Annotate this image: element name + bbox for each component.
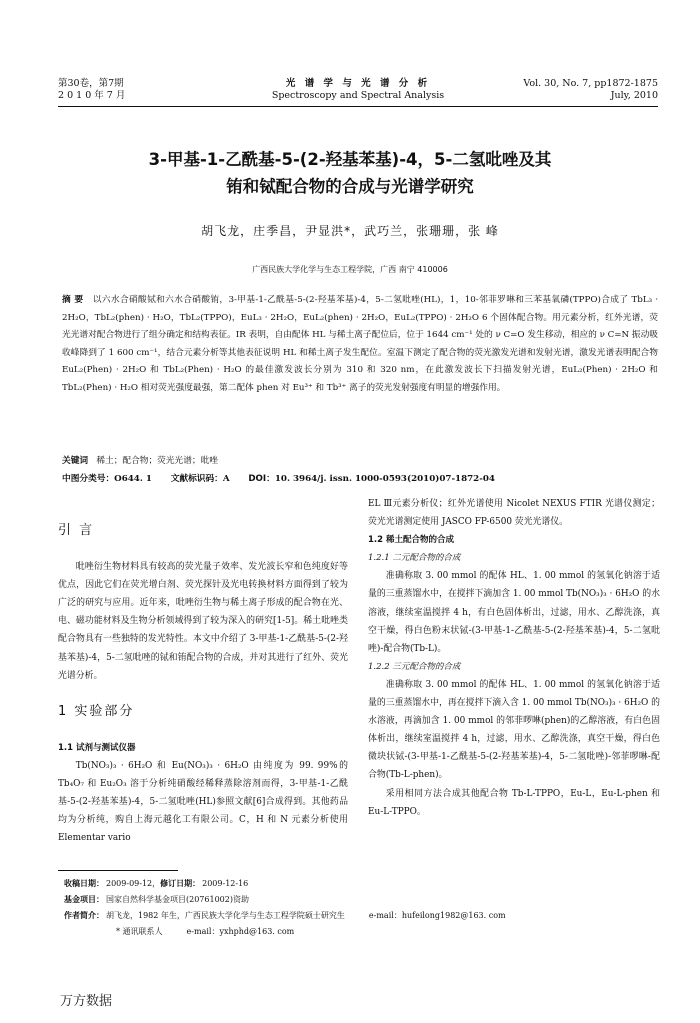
header-rule [58,106,658,107]
journal-title-cn: 光 谱 学 与 光 谱 分 析 [285,78,431,89]
section-1-2-2-paragraph-2: 采用相同方法合成其他配合物 Tb-L-TPPO，Eu-L，Eu-L-phen 和 Eu-L-TPPO。 [368,788,660,817]
left-column [58,513,348,847]
doi-value: 10. 3964/j. issn. 1000-0593(2010)07-1872-04 [274,474,495,484]
volume-cn: 第30卷，第7期 [58,78,124,89]
issue-info [523,78,658,102]
date-en: July, 2010 [610,90,658,101]
footnotes [64,876,660,940]
experimental-heading: 1 实验部分 [58,703,135,719]
section-1-1-paragraph: Tb(NO₃)₃ · 6H₂O 和 Eu(NO₃)₃ · 6H₂O 由纯度为 99. 99%的 Tb₄O₇ 和 Eu₂O₃ 溶于分析纯硝酸经稀释蒸除溶剂而得，3-甲基-1-乙酰基-5-(2-羟基苯基)-4，5-二氢吡唑(HL)参照文献[6]合成得到。其他药品均为分析纯，购自上海元越化工有限公司。C，H 和 N 元素分析使用 Elementar vario [58,760,348,844]
intro-paragraph: 吡唑衍生物材料具有较高的荧光量子效率、发光波长窄和色纯度好等优点，因此它们在荧光增白剂、荧光探针及光电转换材料方面得到了较为广泛的研究与应用。近年来，吡唑衍生物与稀土离子形成的配合物在光、电、磁功能材料及生物分析领域得到了较为深入的研究[1-5]。稀土吡唑类配合物具有一些独特的发光特性。本文中介绍了 3-甲基-1-乙酰基-5-(2-羟基苯基)-4，5-二氢吡唑的铽和铕配合物的合成，并对其进行了红外、荧光光谱分析。 [58,562,348,681]
revised-date: 2009-12-16 [202,879,249,888]
instrument-paragraph: EL Ⅲ元素分析仪；红外光谱使用 Nicolet NEXUS FTIR 光谱仪测定；荧光光谱测定使用 JASCO FP-6500 荧光光谱仪。 [368,499,660,528]
corresponding-label: * 通讯联系人 [116,927,163,936]
journal-title-en: Spectroscopy and Spectral Analysis [271,90,445,101]
clc-number [62,474,152,484]
section-1-2-2-heading: 1.2.2 三元配合物的合成 [368,661,461,672]
keywords-text: 稀土；配合物；荧光光谱；吡唑 [96,456,218,466]
bio-email: e-mail：hufeilong1982@163. com [368,911,506,920]
author-list: 胡飞龙，庄季昌，尹显洪*，武巧兰，张珊珊，张 峰 [201,224,499,238]
section-1-2-heading: 1.2 稀土配合物的合成 [368,535,455,546]
watermark: 万方数据 [60,994,113,1009]
section-1-1-heading: 1.1 试剂与测试仪器 [58,742,136,753]
doi [248,474,495,484]
doc-code-value: A [222,474,230,484]
fund-text: 国家自然科学基金项目(20761002)资助 [106,895,249,904]
abstract [62,292,658,397]
bio-label: 作者简介： [64,911,104,920]
right-column [368,495,660,821]
classification-line [62,470,658,488]
doi-label: DOI： [248,474,275,484]
paper-title [90,146,610,200]
doc-code-label: 文献标识码： [170,474,223,484]
running-header [58,78,658,104]
date-cn: 2 0 1 0 年 7 月 [58,90,126,101]
footnote-fund [64,892,660,908]
clc-value: O644. 1 [114,474,152,484]
intro-heading: 引 言 [58,523,95,538]
keywords-label: 关键词 [62,456,89,466]
document-code [171,474,230,484]
section-1-2-2-paragraph: 准确称取 3. 00 mmol 的配体 HL、1. 00 mmol 的氢氧化钠溶于适量的三重蒸馏水中，再在搅拌下滴入含 1. 00 mmol Tb(NO₃)₃ · 6H₂O 的水溶液，再滴加含 1. 00 mmol 的邻菲啰啉(phen)的乙醇溶液，有白色固体析出，继续室温搅拌 4 h，过滤，用水、乙醇洗涤，真空干燥，得白色微块状铽-(3-甲基-1-乙酰基-5-(2-羟基苯基)-4，5-二氢吡唑)-邻菲啰啉-配合物(Tb-L-phen)。 [368,679,660,781]
volume-en: Vol. 30, No. 7, pp1872-1875 [523,78,658,89]
title-line-2: 铕和铽配合物的合成与光谱学研究 [226,177,474,196]
section-1-2-1-heading: 1.2.1 二元配合物的合成 [368,553,461,564]
fund-label: 基金项目： [64,895,104,904]
corresponding-email: e-mail：yxhphd@163. com [186,927,295,936]
affiliation: 广西民族大学化学与生态工程学院，广西 南宁 410006 [252,265,448,274]
received-date: 2009-09-12， [106,879,161,888]
revised-label: 修订日期： [160,879,201,888]
title-line-1: 3-甲基-1-乙酰基-5-(2-羟基苯基)-4，5-二氢吡唑及其 [148,150,552,169]
footnote-corresponding [64,924,660,940]
footnote-dates [64,876,660,892]
keywords [62,452,658,470]
abstract-label: 摘 要 [62,295,84,305]
received-label: 收稿日期： [64,879,104,888]
clc-label: 中图分类号： [62,474,115,484]
bio-text: 胡飞龙，1982 年生，广西民族大学化学与生态工程学院硕士研究生 [106,911,345,920]
abstract-text: 以六水合硝酸铽和六水合硝酸铕，3-甲基-1-乙酰基-5-(2-羟基苯基)-4，5-二氢吡唑(HL)，1，10-邻菲罗啉和三苯基氧磷(TPPO)合成了 TbL₃ · 2H₂O，TbL₂(phen) · H₂O，TbL₂(TPPO)，EuL₃ · 2H₂O，EuL₂(phen) · 2H₂O，EuL₂(TPPO) · 2H₂O 6 个固体配合物。用元素分析，红外光谱，荧光光谱对配合物进行了组分确定和结构表征。IR 表明，自由配体 HL 与稀土离子配位后，位于 1644 cm⁻¹ 处的 ν C=O 发生移动，相应的 ν C=N 振动吸收峰降到了 1 600 cm⁻¹，结合元素分析等其他表征说明 HL 和稀土离子发生配位。室温下测定了配合物的荧光激发光谱和发射光谱，激发光谱表明配合物 EuL₂(Phen) · 2H₂O 和 TbL₂(Phen) · H₂O 的最佳激发波长分别为 310 和 320 nm，在此激发波长下扫描发射光谱，EuL₂(Phen) · 2H₂O 和 TbL₂(Phen) · H₂O 相对荧光强度最强，第二配体 phen 对 Eu³⁺ 和 Tb³⁺ 离子的荧光发射强度有明显的增强作用。 [62,295,658,393]
footnote-author-bio [64,908,660,924]
section-1-2-1-paragraph: 准确称取 3. 00 mmol 的配体 HL、1. 00 mmol 的氢氧化钠溶于适量的三重蒸馏水中，在搅拌下滴加含 1. 00 mmol Tb(NO₃)₃ · 6H₂O 的水溶液，继续室温搅拌 4 h，有白色固体析出，过滤，用水、乙醇洗涤，真空干燥，得白色粉末状铽-(3-甲基-1-乙酰基-5-(2-羟基苯基)-4，5-二氢吡唑)-配合物(Tb-L)。 [368,571,660,654]
footnote-rule [58,870,178,871]
